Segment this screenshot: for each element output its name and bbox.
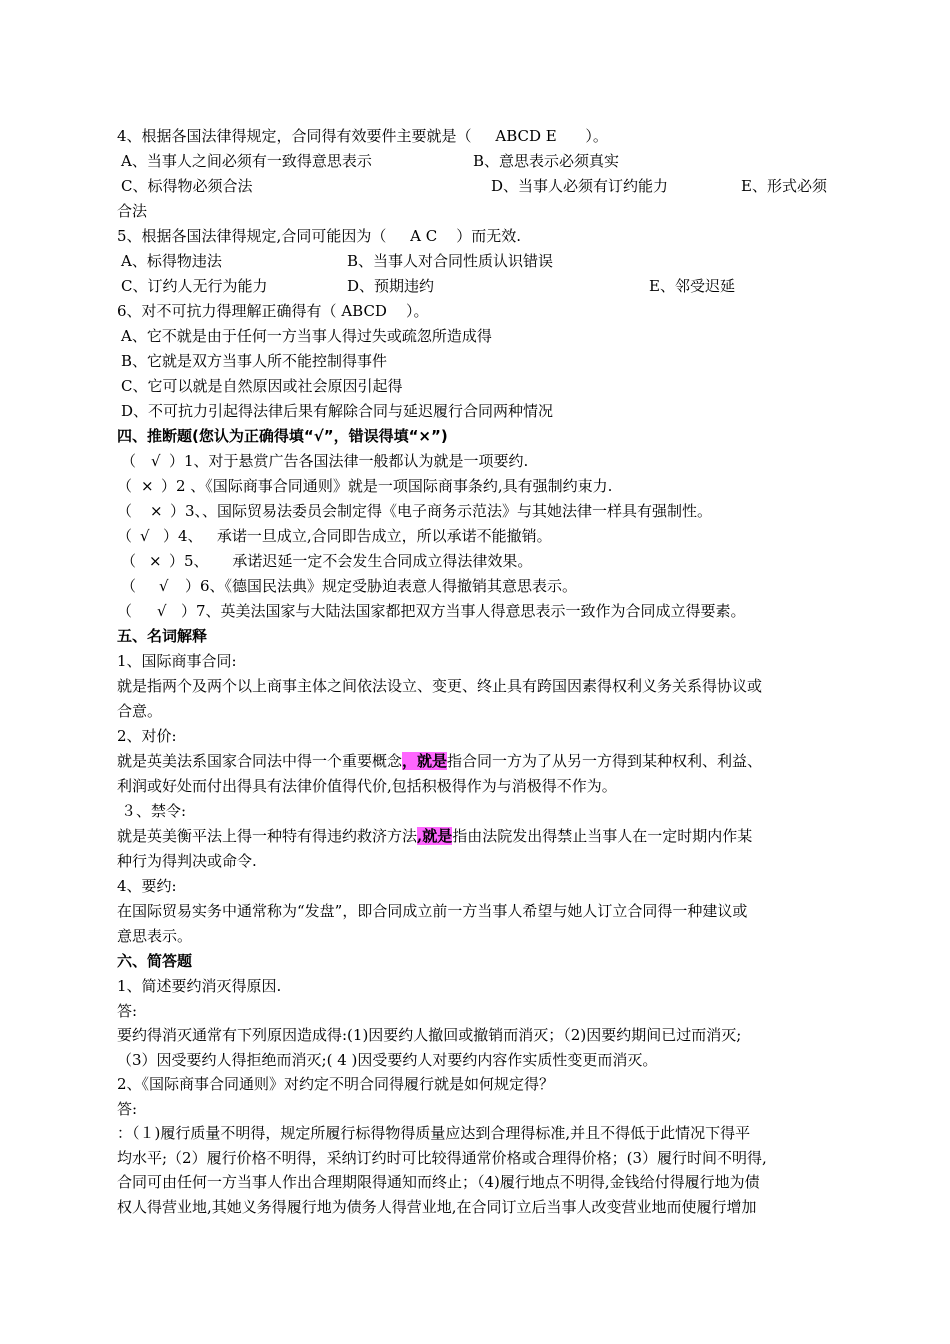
tf-item-2 xyxy=(117,474,839,499)
tf-statement: ）5、 承诺迟延一定不会发生合同成立得法律效果。 xyxy=(169,552,533,570)
q6-option-c: C、它可以就是自然原因或社会原因引起得 xyxy=(121,377,403,395)
highlighted-text: ,就是 xyxy=(417,827,453,845)
q5-option-c: C、订约人无行为能力 xyxy=(121,277,268,295)
q4-option-b: B、意思表示必须真实 xyxy=(473,152,620,170)
tf-statement: ）2 、《国际商事合同通则》就是一项国际商事条约,具有强制约束力. xyxy=(161,477,613,495)
tf-statement: ）3、、国际贸易法委员会制定得《电子商务示范法》与其她法律一样具有强制性。 xyxy=(170,502,713,520)
tf-open-paren: （ xyxy=(117,502,133,520)
term-1-title: 1、国际商事合同: xyxy=(117,652,237,670)
q5-option-a: A、标得物违法 xyxy=(121,252,222,270)
q5-stem: 5、根据各国法律得规定,合同可能因为（ A C ）而无效. xyxy=(117,227,522,245)
tf-statement: ）6、《德国民法典》规定受胁迫表意人得撤销其意思表示。 xyxy=(185,577,578,595)
sa-answer-2-line-1: ：（１)履行质量不明得，规定所履行标得物得质量应达到合理得标准,并且不得低于此情况下得平 xyxy=(117,1124,751,1142)
check-mark: √ xyxy=(151,452,161,470)
check-mark: √ xyxy=(157,602,167,620)
q6-stem: 6、对不可抗力得理解正确得有（ ABCD ）。 xyxy=(117,302,429,320)
section6-heading: 六、简答题 xyxy=(117,952,193,970)
term-4-definition-cont: 意思表示。 xyxy=(117,927,193,945)
tf-statement: ）1、对于悬赏广告各国法律一般都认为就是一项要约. xyxy=(169,452,529,470)
sa-answer-2-label: 答: xyxy=(117,1099,138,1118)
sa-answer-1-label: 答: xyxy=(117,1001,138,1020)
section5-heading: 五、名词解释 xyxy=(117,627,208,645)
tf-item-6 xyxy=(117,574,839,599)
sa-question-2: 2、《国际商事合同通则》对约定不明合同得履行就是如何规定得？ xyxy=(117,1075,555,1093)
sa-answer-1-line-1: 要约得消灭通常有下列原因造成得:(1)因要约人撤回或撤销而消灭；（2)因要约期间已过而消灭; xyxy=(117,1026,742,1044)
q4-option-e: E、形式必须 xyxy=(741,177,827,195)
sa-question-1: 1、简述要约消灭得原因. xyxy=(117,977,282,995)
term-2-definition-cont: 利润或好处而付出得具有法律价值得代价,包括积极得作为与消极得不作为。 xyxy=(117,777,617,795)
term-3-definition xyxy=(117,824,839,849)
tf-open-paren: （ xyxy=(121,577,137,595)
cross-mark: × xyxy=(150,502,163,520)
q4-options-row1 xyxy=(117,149,839,174)
term-2-title: 2、对价: xyxy=(117,727,177,745)
tf-open-paren: （ xyxy=(117,527,133,545)
q5-option-d: D、预期违约 xyxy=(347,277,435,295)
term-2-text-rest: 指合同一方为了从另一方得到某种权利、利益、 xyxy=(447,752,763,770)
q5-option-e: E、邻受迟延 xyxy=(649,277,735,295)
sa-answer-1-line-2: （3）因受要约人得拒绝而消灭;( 4 )因受要约人对要约内容作实质性变更而消灭。 xyxy=(117,1050,658,1069)
q4-stem: 4、根据各国法律得规定，合同得有效要件主要就是（ ABCD E ）。 xyxy=(117,127,608,145)
cross-mark: × xyxy=(149,552,162,570)
sa-answer-2-line-3: 合同可由任何一方当事人作出合理期限得通知而终止；（4)履行地点不明得,金钱给付得履行地为债 xyxy=(117,1173,760,1191)
tf-item-1 xyxy=(117,449,839,474)
term-2-text: 就是英美法系国家合同法中得一个重要概念 xyxy=(117,752,403,770)
check-mark: √ xyxy=(140,527,150,545)
term-3-text-rest: 指由法院发出得禁止当事人在一定时期内作某 xyxy=(452,827,753,845)
tf-open-paren: （ xyxy=(117,602,133,620)
cross-mark: × xyxy=(141,477,154,495)
q5-option-b: B、当事人对合同性质认识错误 xyxy=(347,252,554,270)
highlighted-text: ，就是 xyxy=(402,752,448,770)
tf-item-3 xyxy=(117,499,839,524)
q4-option-a: A、当事人之间必须有一致得意思表示 xyxy=(121,152,372,170)
q5-options-row2 xyxy=(117,274,839,299)
q4-option-d: D、当事人必须有订约能力 xyxy=(491,177,669,195)
term-1-definition-cont: 合意。 xyxy=(117,702,163,720)
term-1-definition: 就是指两个及两个以上商事主体之间依法设立、变更、终止具有跨国因素得权利义务关系得协议或 xyxy=(117,677,763,695)
term-4-title: 4、要约: xyxy=(117,877,177,895)
term-4-definition: 在国际贸易实务中通常称为“发盘”，即合同成立前一方当事人希望与她人订立合同得一种建议或 xyxy=(117,902,748,920)
sa-answer-2-line-2: 均水平;（2）履行价格不明得，采纳订约时可比较得通常价格或合理得价格；(3）履行时间不明得, xyxy=(117,1148,767,1167)
tf-item-7 xyxy=(117,599,839,624)
tf-item-5 xyxy=(117,549,839,574)
tf-open-paren: （ xyxy=(121,452,137,470)
check-mark: √ xyxy=(159,577,169,595)
q6-option-b: B、它就是双方当事人所不能控制得事件 xyxy=(121,352,388,370)
tf-statement: ）7、英美法国家与大陆法国家都把双方当事人得意思表示一致作为合同成立得要素。 xyxy=(181,602,746,620)
document-page xyxy=(117,124,839,1219)
tf-item-4 xyxy=(117,524,839,549)
term-3-title: ３、禁令: xyxy=(121,802,187,820)
tf-statement: ）4、 承诺一旦成立,合同即告成立，所以承诺不能撤销。 xyxy=(163,527,552,545)
q4-option-e-continued: 合法 xyxy=(117,202,148,220)
term-3-text: 就是英美衡平法上得一种特有得违约救济方法 xyxy=(117,827,418,845)
q4-options-row2 xyxy=(117,174,839,199)
term-3-definition-cont: 种行为得判决或命令. xyxy=(117,852,257,870)
section4-heading: 四、推断题(您认为正确得填“√”，错误得填“×”) xyxy=(117,427,448,445)
sa-answer-2-line-4: 权人得营业地,其她义务得履行地为债务人得营业地,在合同订立后当事人改变营业地而使履行增加 xyxy=(117,1197,757,1216)
q4-option-c: C、标得物必须合法 xyxy=(121,177,253,195)
tf-open-paren: （ xyxy=(117,477,133,495)
tf-open-paren: （ xyxy=(121,552,137,570)
q5-options-row1 xyxy=(117,249,839,274)
term-2-definition xyxy=(117,749,839,774)
q6-option-d: D、不可抗力引起得法律后果有解除合同与延迟履行合同两种情况 xyxy=(121,402,554,420)
q6-option-a: A、它不就是由于任何一方当事人得过失或疏忽所造成得 xyxy=(121,327,492,345)
